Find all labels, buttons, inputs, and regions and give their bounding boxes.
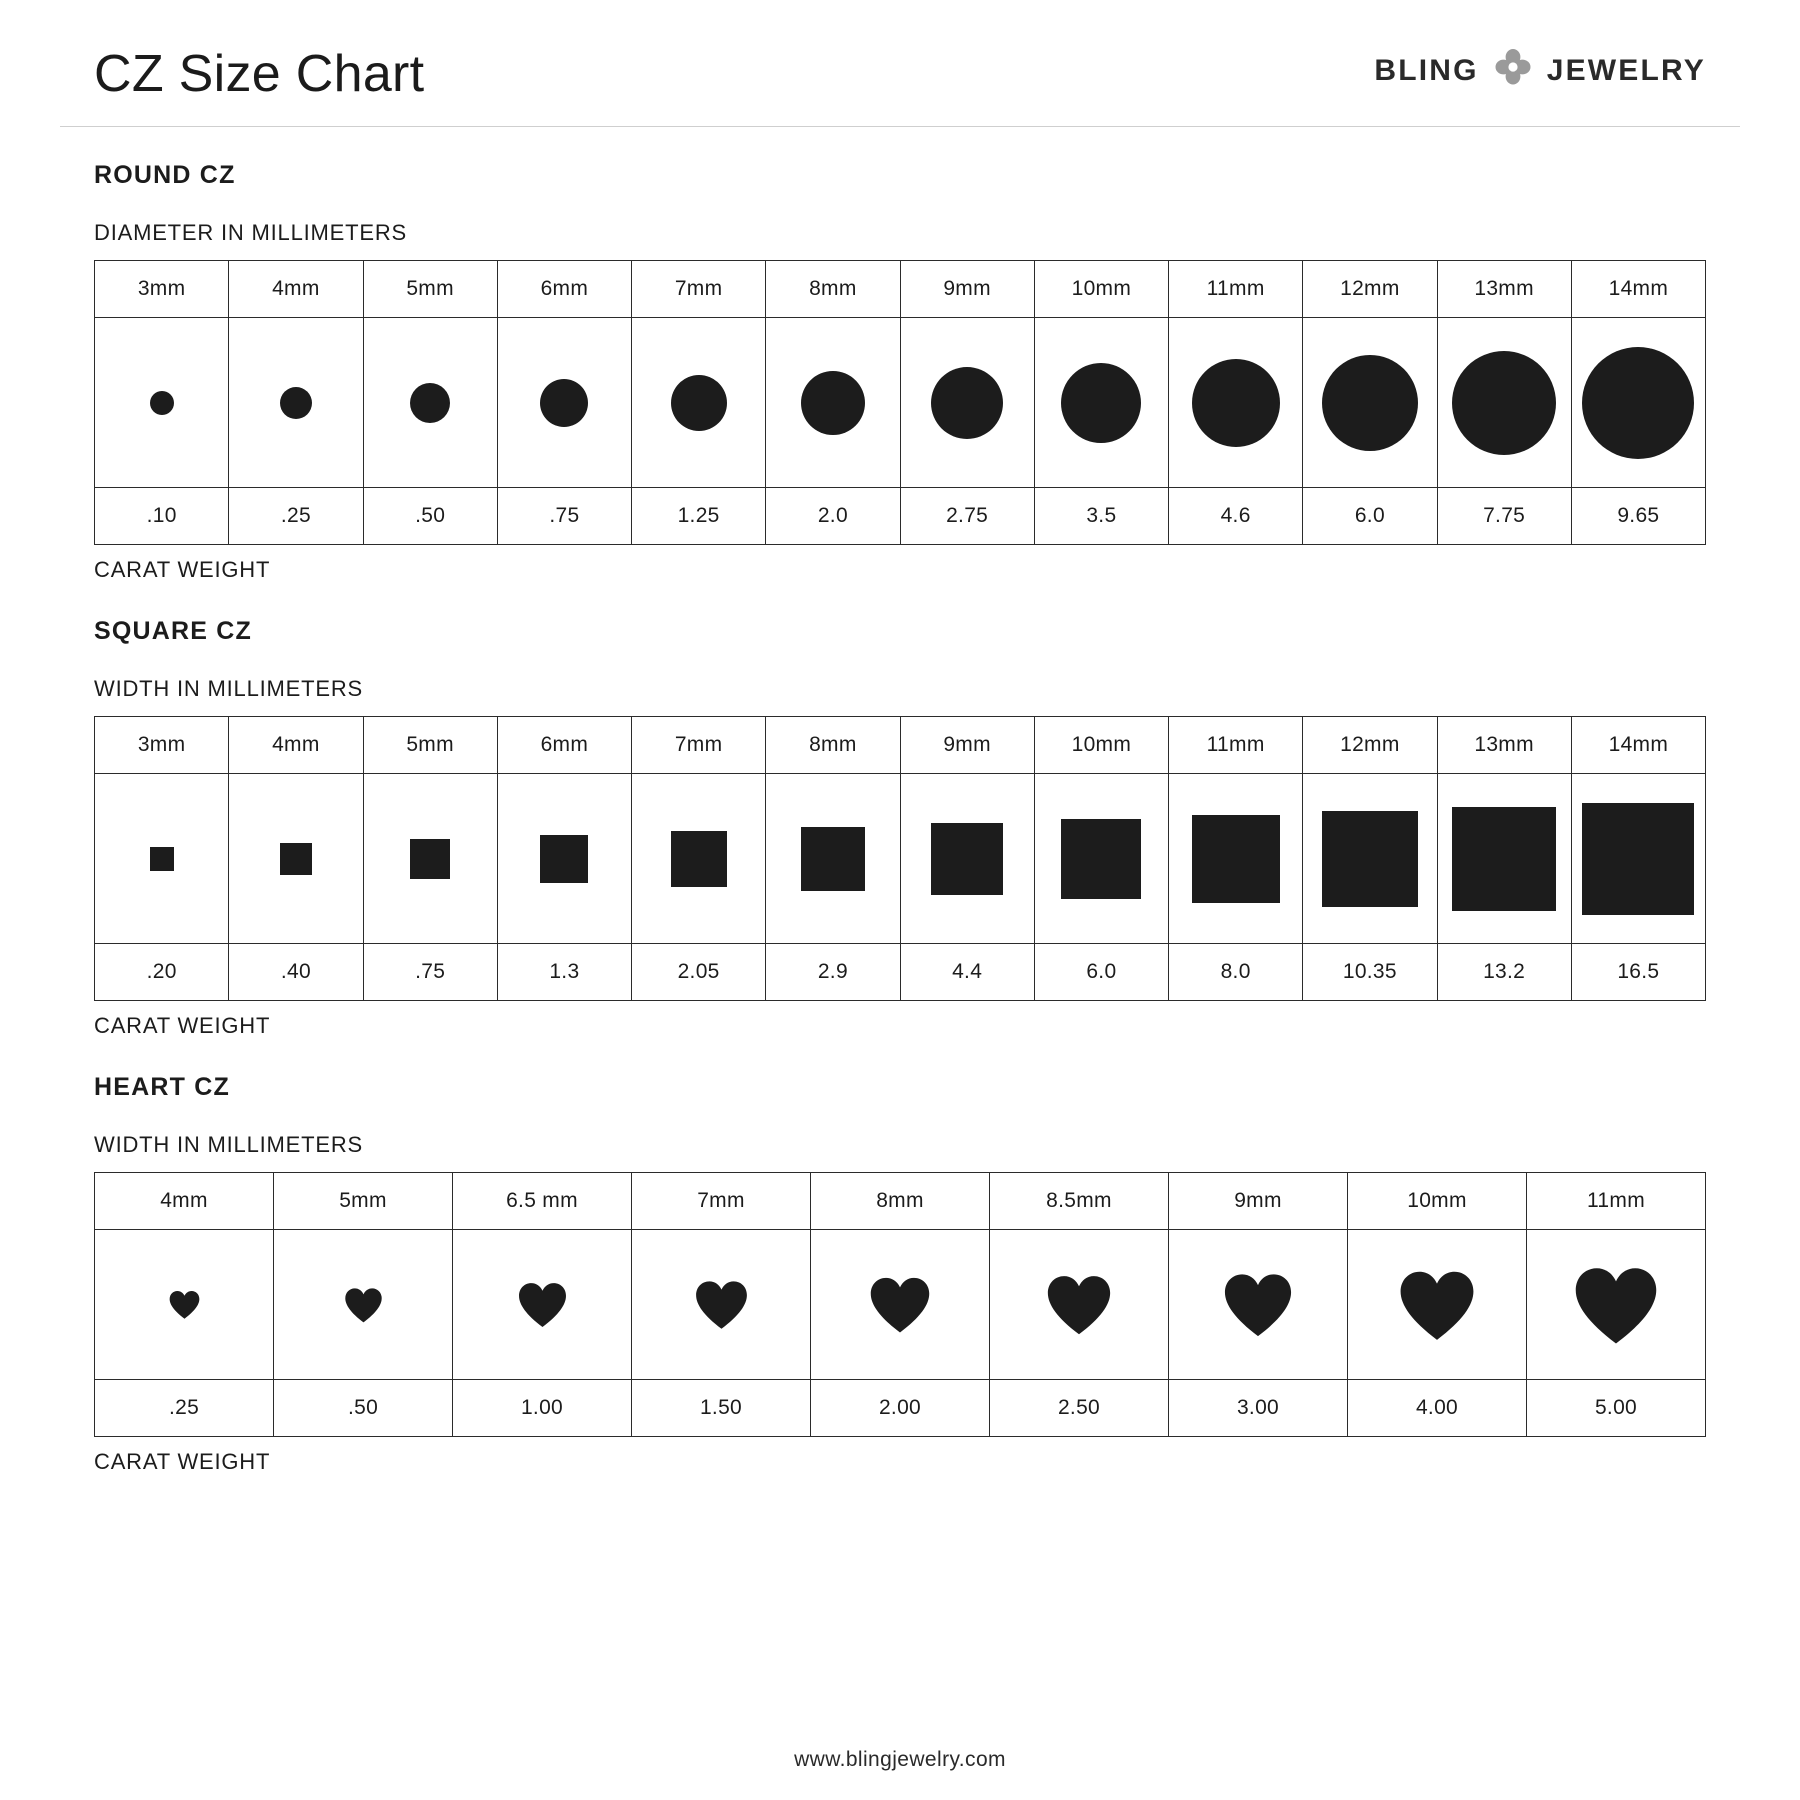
table-cell: 4mm xyxy=(229,717,363,774)
table-cell: 10mm xyxy=(1348,1173,1527,1230)
table-cell: 8.5mm xyxy=(990,1173,1169,1230)
table-cell: 9mm xyxy=(1169,1173,1348,1230)
table-cell xyxy=(900,318,1034,488)
circle-swatch xyxy=(1061,363,1141,443)
square-shape-row xyxy=(95,774,1706,944)
table-cell: 7.75 xyxy=(1437,488,1571,545)
table-cell xyxy=(1571,318,1705,488)
round-size-table xyxy=(94,260,1706,545)
heart-icon xyxy=(693,1278,750,1331)
round-shape-row xyxy=(95,318,1706,488)
table-cell xyxy=(1348,1230,1527,1380)
square-swatch xyxy=(931,823,1003,895)
table-cell: 8mm xyxy=(766,717,900,774)
table-cell: .50 xyxy=(274,1380,453,1437)
square-swatch xyxy=(1192,815,1280,903)
table-cell: .75 xyxy=(497,488,631,545)
table-cell xyxy=(1169,1230,1348,1380)
table-cell xyxy=(811,1230,990,1380)
table-cell xyxy=(1034,774,1168,944)
heart-icon xyxy=(1044,1272,1114,1337)
section-round-cz xyxy=(60,161,1740,583)
table-cell: .50 xyxy=(363,488,497,545)
page-header xyxy=(60,45,1740,127)
circle-swatch xyxy=(1322,355,1418,451)
square-size-table xyxy=(94,716,1706,1001)
table-cell xyxy=(453,1230,632,1380)
circle-swatch xyxy=(150,391,174,415)
table-cell: 14mm xyxy=(1571,717,1705,774)
table-cell: 5mm xyxy=(363,261,497,318)
table-cell xyxy=(990,1230,1169,1380)
table-cell: 3.5 xyxy=(1034,488,1168,545)
table-cell: 13mm xyxy=(1437,261,1571,318)
circle-swatch xyxy=(801,371,865,435)
square-swatch xyxy=(801,827,865,891)
section-title-round: ROUND CZ xyxy=(94,161,236,189)
square-weight-row xyxy=(95,944,1706,1001)
square-swatch xyxy=(671,831,727,887)
table-cell: 14mm xyxy=(1571,261,1705,318)
table-cell: 3mm xyxy=(95,717,229,774)
table-cell: 8.0 xyxy=(1169,944,1303,1001)
axis-label-round-top: DIAMETER IN MILLIMETERS xyxy=(94,220,407,245)
table-cell: 5mm xyxy=(274,1173,453,1230)
square-swatch xyxy=(1322,811,1418,907)
table-cell: 12mm xyxy=(1303,261,1437,318)
heart-icon xyxy=(1221,1270,1295,1339)
square-swatch xyxy=(540,835,588,883)
table-cell xyxy=(1169,774,1303,944)
section-heart-cz xyxy=(60,1073,1740,1475)
table-cell: 11mm xyxy=(1169,261,1303,318)
table-cell: 2.05 xyxy=(632,944,766,1001)
table-cell xyxy=(229,774,363,944)
square-swatch xyxy=(280,843,312,875)
table-cell: 10mm xyxy=(1034,261,1168,318)
square-swatch xyxy=(410,839,450,879)
table-cell: 9mm xyxy=(900,261,1034,318)
table-cell: 1.00 xyxy=(453,1380,632,1437)
circle-swatch xyxy=(1452,351,1556,455)
table-cell: 12mm xyxy=(1303,717,1437,774)
table-cell xyxy=(1034,318,1168,488)
circle-swatch xyxy=(540,379,588,427)
axis-label-round-bottom: CARAT WEIGHT xyxy=(94,557,271,582)
table-cell xyxy=(766,774,900,944)
square-swatch xyxy=(1452,807,1556,911)
table-cell: 13.2 xyxy=(1437,944,1571,1001)
brand-name-right: JEWELRY xyxy=(1546,54,1706,87)
table-cell: 9mm xyxy=(900,717,1034,774)
table-cell: 1.50 xyxy=(632,1380,811,1437)
table-cell: 16.5 xyxy=(1571,944,1705,1001)
table-cell: 4mm xyxy=(229,261,363,318)
table-cell xyxy=(95,1230,274,1380)
axis-label-heart-bottom: CARAT WEIGHT xyxy=(94,1449,271,1474)
table-cell: 6mm xyxy=(497,261,631,318)
table-cell: 3mm xyxy=(95,261,229,318)
clover-icon xyxy=(1493,48,1533,94)
table-cell xyxy=(95,318,229,488)
table-cell xyxy=(632,774,766,944)
axis-label-square-bottom: CARAT WEIGHT xyxy=(94,1013,271,1038)
round-weight-row xyxy=(95,488,1706,545)
table-cell xyxy=(1303,774,1437,944)
square-swatch xyxy=(1061,819,1141,899)
table-cell: 1.3 xyxy=(497,944,631,1001)
table-cell: 8mm xyxy=(811,1173,990,1230)
table-cell: 4mm xyxy=(95,1173,274,1230)
brand-logo xyxy=(1374,48,1706,100)
table-cell: 6.0 xyxy=(1303,488,1437,545)
heart-icon xyxy=(867,1274,933,1335)
table-cell xyxy=(632,1230,811,1380)
table-cell: 2.0 xyxy=(766,488,900,545)
table-cell: 4.4 xyxy=(900,944,1034,1001)
table-cell: 2.50 xyxy=(990,1380,1169,1437)
table-cell: 5.00 xyxy=(1527,1380,1706,1437)
table-cell xyxy=(95,774,229,944)
table-cell: .25 xyxy=(229,488,363,545)
heart-size-table xyxy=(94,1172,1706,1437)
section-title-heart: HEART CZ xyxy=(94,1073,230,1101)
square-swatch xyxy=(150,847,174,871)
table-cell xyxy=(497,318,631,488)
table-cell: 6.5 mm xyxy=(453,1173,632,1230)
page-title: CZ Size Chart xyxy=(94,45,425,103)
table-cell: 4.00 xyxy=(1348,1380,1527,1437)
table-cell: 11mm xyxy=(1527,1173,1706,1230)
heart-weight-row xyxy=(95,1380,1706,1437)
table-cell: 6mm xyxy=(497,717,631,774)
table-cell: 4.6 xyxy=(1169,488,1303,545)
section-title-square: SQUARE CZ xyxy=(94,617,253,645)
circle-swatch xyxy=(931,367,1003,439)
heart-header-row xyxy=(95,1173,1706,1230)
table-cell xyxy=(1437,774,1571,944)
table-cell xyxy=(363,318,497,488)
table-cell xyxy=(274,1230,453,1380)
table-cell: 6.0 xyxy=(1034,944,1168,1001)
table-cell: 10mm xyxy=(1034,717,1168,774)
heart-icon xyxy=(1396,1267,1478,1343)
table-cell: .10 xyxy=(95,488,229,545)
table-cell xyxy=(900,774,1034,944)
footer-website: www.blingjewelry.com xyxy=(794,1748,1006,1771)
table-cell: .20 xyxy=(95,944,229,1001)
circle-swatch xyxy=(410,383,450,423)
table-cell xyxy=(497,774,631,944)
table-cell: 9.65 xyxy=(1571,488,1705,545)
table-cell: .25 xyxy=(95,1380,274,1437)
heart-icon xyxy=(343,1286,384,1324)
table-cell: 3.00 xyxy=(1169,1380,1348,1437)
brand-name-left: BLING xyxy=(1374,54,1479,87)
table-cell xyxy=(1571,774,1705,944)
axis-label-heart-top: WIDTH IN MILLIMETERS xyxy=(94,1132,364,1157)
table-cell xyxy=(1169,318,1303,488)
table-cell xyxy=(1437,318,1571,488)
table-cell: 2.75 xyxy=(900,488,1034,545)
table-cell: 10.35 xyxy=(1303,944,1437,1001)
table-cell: 13mm xyxy=(1437,717,1571,774)
table-cell: 5mm xyxy=(363,717,497,774)
table-cell xyxy=(1303,318,1437,488)
table-cell xyxy=(766,318,900,488)
table-cell xyxy=(363,774,497,944)
heart-icon xyxy=(516,1280,569,1329)
table-cell: 2.9 xyxy=(766,944,900,1001)
circle-swatch xyxy=(1192,359,1280,447)
table-cell xyxy=(1527,1230,1706,1380)
circle-swatch xyxy=(671,375,727,431)
circle-swatch xyxy=(280,387,312,419)
heart-icon xyxy=(1571,1263,1661,1347)
table-cell: 7mm xyxy=(632,717,766,774)
table-cell xyxy=(229,318,363,488)
heart-icon xyxy=(168,1289,201,1320)
table-cell xyxy=(632,318,766,488)
table-cell: 7mm xyxy=(632,1173,811,1230)
table-cell: 1.25 xyxy=(632,488,766,545)
table-cell: 7mm xyxy=(632,261,766,318)
table-cell: .75 xyxy=(363,944,497,1001)
table-cell: 11mm xyxy=(1169,717,1303,774)
section-square-cz xyxy=(60,617,1740,1039)
circle-swatch xyxy=(1582,347,1694,459)
table-cell: 8mm xyxy=(766,261,900,318)
square-swatch xyxy=(1582,803,1694,915)
heart-shape-row xyxy=(95,1230,1706,1380)
table-cell: 2.00 xyxy=(811,1380,990,1437)
round-header-row xyxy=(95,261,1706,318)
table-cell: .40 xyxy=(229,944,363,1001)
axis-label-square-top: WIDTH IN MILLIMETERS xyxy=(94,676,364,701)
square-header-row xyxy=(95,717,1706,774)
